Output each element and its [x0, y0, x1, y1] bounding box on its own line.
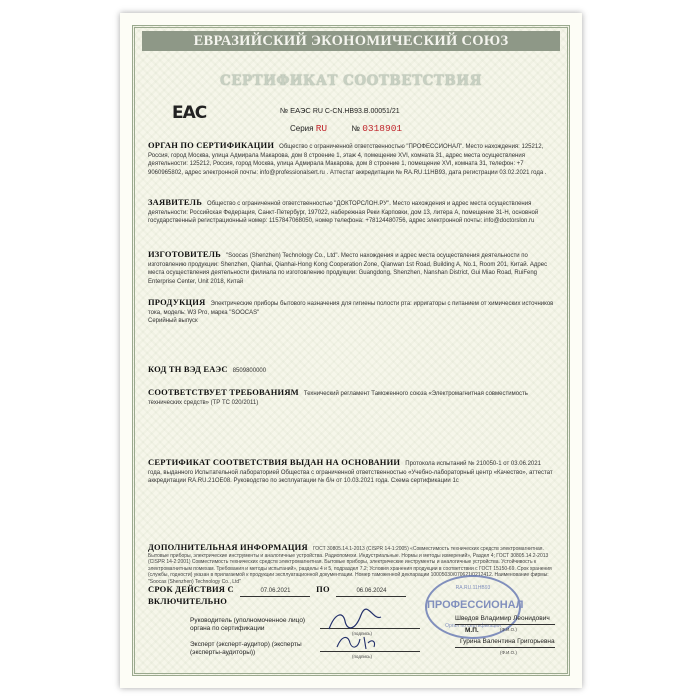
- head-label: Руководитель (уполномоченное лицо) органа по сертификации: [190, 617, 306, 632]
- expert-signature-icon: [334, 631, 378, 653]
- head-name-line: [455, 624, 555, 625]
- manufacturer-label: ИЗГОТОВИТЕЛЬ: [148, 249, 221, 259]
- product-section: [148, 298, 556, 326]
- manufacturer-section: [148, 250, 556, 286]
- basis-label: СЕРТИФИКАТ СООТВЕТСТВИЯ ВЫДАН НА ОСНОВАНИИ: [148, 457, 401, 467]
- code-value: 8509800000: [232, 368, 267, 374]
- code-label: КОД ТН ВЭД ЕАЭС: [148, 364, 228, 374]
- expert-sign-sub: (подпись): [352, 654, 373, 659]
- certificate-number: [280, 106, 400, 115]
- extra-label: ДОПОЛНИТЕЛЬНАЯ ИНФОРМАЦИЯ: [148, 542, 308, 552]
- stamp-center-text: ПРОФЕССИОНАЛ: [427, 599, 524, 611]
- basis-section: [148, 458, 556, 486]
- validity-label: СРОК ДЕЙСТВИЯ С: [148, 584, 234, 594]
- mp-label: М.П.: [465, 627, 479, 634]
- blank-number: 0318901: [362, 123, 403, 134]
- product-text: Электрические приборы бытового назначения для гигиены полости рта: ирригаторы с питанием от химических источников тока, модель: W3 Pro, марка "SOOCAS": [148, 301, 554, 316]
- conformity-text: Технический регламент Таможенного союза «Электромагнитная совместимость технических средств» (ТР ТС 020/2011): [148, 391, 528, 406]
- series-label: Серия: [290, 124, 314, 133]
- validity-to-label: ПО: [316, 584, 330, 594]
- number-label: № ЕАЭС: [280, 106, 311, 115]
- organ-label: ОРГАН ПО СЕРТИФИКАЦИИ: [148, 140, 275, 150]
- validity-inclusive: ВКЛЮЧИТЕЛЬНО: [148, 595, 228, 606]
- union-banner: ЕВРАЗИЙСКИЙ ЭКОНОМИЧЕСКИЙ СОЮЗ: [142, 31, 560, 51]
- number-value: RU C-CN.НВ93.В.00051/21: [312, 108, 400, 115]
- eac-mark: ЕАС: [172, 103, 207, 123]
- certificate-title: СЕРТИФИКАТ СООТВЕТСТВИЯ: [220, 73, 482, 89]
- expert-fio-sub: (Ф.И.О.): [500, 650, 517, 655]
- head-name: Шведов Владимир Леонидович: [455, 615, 550, 622]
- extra-text: ГОСТ 30805.14.1-2013 (CISPR 14-1:2005) «Совместимость технических средств электромагнитная. Бытовые приборы, электрические инструменты и аналогичные устройства. Радиопомехи. Индустриальные. Нормы и методы измерений», Раздел 4; ГОСТ 30805.14.2-2013 (CISPR 14-2:2001) Совместимость технических средств электромагнитная. Бытовые приборы, электрические инструменты и аналогичные устройства. Устойчивость к электромагнитным помехам. Требования и методы испытаний», разделы 4 и 5, подраздел 7.2; Условия хранения продукции в соответствии с ГОСТ 15150-69. Срок хранения (службы, годности) указан в прилагаемой к продукции эксплуатационной документации. Номер таможенной декларации 10005030/070621/0212412. Наименование фирмы: "Soocas (Shenzhen) Technology Co., Ltd": [148, 546, 552, 585]
- applicant-section: [148, 198, 556, 226]
- validity-to: 06.06.2024: [336, 587, 406, 597]
- head-fio-sub: (Ф.И.О.): [500, 627, 517, 632]
- stamp-bottom-text: Орган по сертификации: [445, 623, 501, 629]
- blank-no-label: №: [351, 124, 360, 133]
- expert-label: Эксперт (эксперт-аудитор) (эксперты (эксперты-аудиторы)): [190, 641, 302, 656]
- expert-name-line: [455, 647, 555, 648]
- applicant-text: Общество с ограниченной ответственностью "ДОКТОРСЛОН.РУ". Место нахождения и адрес места осуществления деятельности: Российская Федерация, Санкт-Петербург, 197022, набережная Реки Карповки, дом 13, литера А, помещение 31-Н, основной государственный регистрационный номер: 1157847068050, номер телефона: +78124480756, адрес электронной почты: info@doctorslon.ru: [148, 201, 539, 224]
- stamp-top-text: RA.RU.11НВ93: [455, 585, 491, 591]
- product-serial: Серийный выпуск: [148, 318, 198, 324]
- organ-text: Общество с ограниченной ответственностью "ПРОФЕССИОНАЛ". Место нахождения: 125212, Россия, город Москва, улица Адмирала Макарова, дом 8 строение 1, этаж 4, помещение XVI, комната 31, адрес места осуществления деятельности: 125212, Россия, город Москва, улица Адмирала Макарова, дом 8 строение 1, помещение XVI, комната 31, телефон: +7 9060965802, адрес электронной почты: info@professionalsert.ru . Аттестат аккредитации № RA.RU.11НВ93, дата регистрации 03.02.2021 года .: [148, 144, 547, 176]
- basis-text: Протокола испытаний № 210050-1 от 03.06.2021 года, выданного Испытательной лабораторией Общества с ограниченной ответственностью «Учебно-лабораторный центр «Качество», аттестат аккредитации RA.RU.21ОЕ08. Руководство по эксплуатации № б/н от 10.03.2021 года. Схема сертификации 1с: [148, 461, 553, 484]
- organ-section: [148, 141, 556, 177]
- series-value: RU: [315, 123, 328, 134]
- product-label: ПРОДУКЦИЯ: [148, 297, 206, 307]
- conformity-section: [148, 388, 556, 407]
- code-section: [148, 365, 556, 376]
- validity-from: 07.06.2021: [240, 587, 310, 597]
- conformity-label: СООТВЕТСТВУЕТ ТРЕБОВАНИЯМ: [148, 387, 299, 397]
- applicant-label: ЗАЯВИТЕЛЬ: [148, 197, 203, 207]
- expert-name: Гурина Валентина Григорьевна: [460, 638, 555, 645]
- certificate-sheet: [120, 13, 582, 688]
- manufacturer-text: "Soocas (Shenzhen) Technology Co., Ltd". Место нахождения и адрес места осуществления деятельности по изготовлению продукции: Shenzhen, Qianhai, Qianhai-Hong Kong Cooperation Zone, Qianwan 1st Road, Building A, No.1, Room 201, Китай. Адрес места осуществления деятельности филиала по изготовлению продукции: Guangdong, Shenzhen, Nanshan District, Gui Miao Road, RuiFeng Enterprise Center, Unit 2018, Китай: [148, 253, 548, 285]
- head-sign-sub: (подпись): [352, 631, 373, 636]
- series-line: [290, 123, 402, 134]
